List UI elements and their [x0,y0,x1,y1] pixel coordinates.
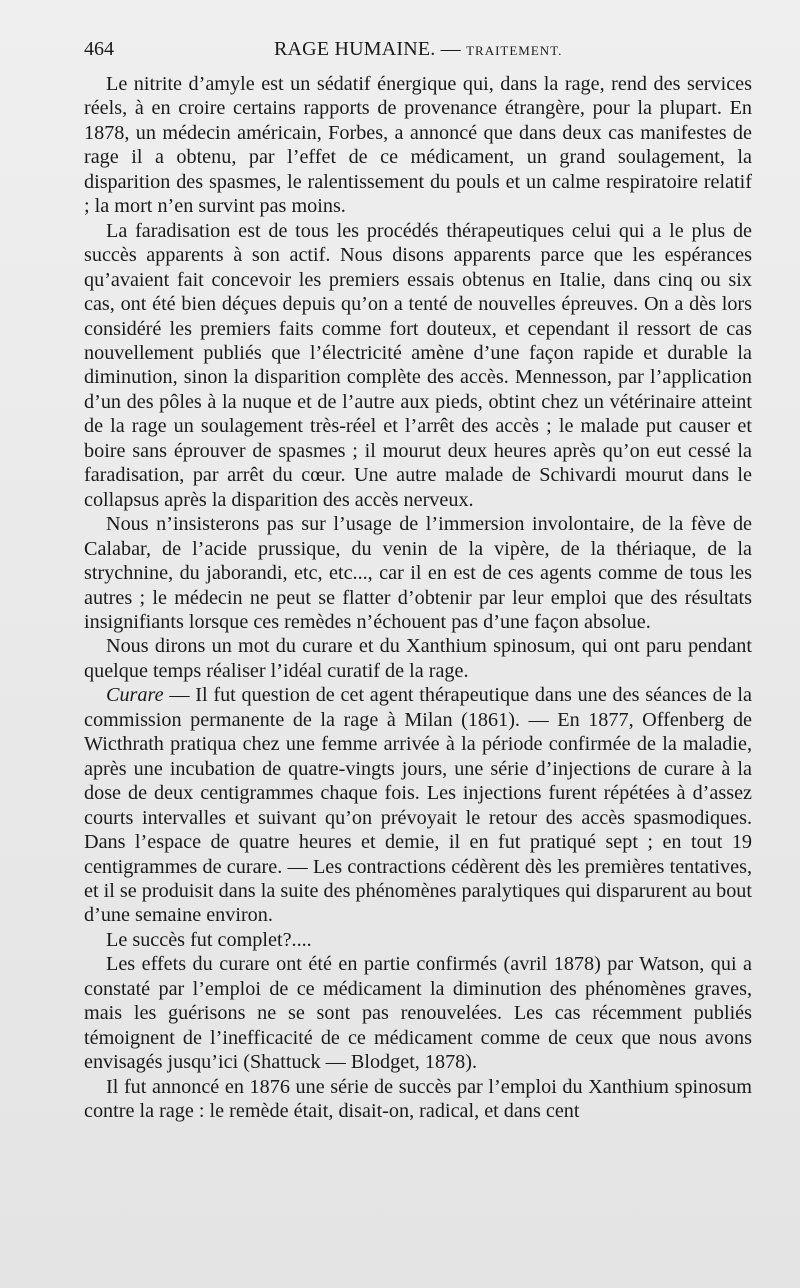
running-head [274,38,562,61]
page-header [84,38,754,68]
paragraph-text: Le nitrite d’amyle est un sédatif énergique qui, dans la rage, rend des services réels, à en croire certains rapports de provenance étrangère, pour la plupart. En 1878, un médecin américain, Forbes, a annoncé que dans deux cas manifestes de rage il a obtenu, par l’effet de ce médicament, un grand soulagement, la disparition des spasmes, le ralentissement du pouls et un calme respiratoire relatif ; la mort n’en survint pas moins. [84,73,752,218]
body-text [84,72,752,1123]
paragraph-curare-xanthium-intro [84,634,752,683]
paragraph-watson [84,952,752,1074]
paragraph-text: — Il fut question de cet agent thérapeutique dans une des séances de la commission permanente de la rage à Milan (1861). — En 1877, Offenberg de Wicthrath pratiqua chez une femme arrivée à la période confirmée de la maladie, après une incubation de quatre-vingts jours, une série d’injections de curare à la dose de deux centigrammes chaque fois. Les injections furent répétées à d’assez courts intervalles et suivant qu’on prévoyait le retour des accès spasmodiques. Dans l’espace de quatre heures et demie, il en fut pratiqué sept ; en tout 19 centigrammes de curare. — Les contractions cédèrent dès les premières tentatives, et il se produisit dans la suite des phénomènes paralytiques qui disparurent au bout d’une semaine environ. [84,684,752,927]
section-lead-curare: Curare [106,684,164,707]
paragraph-other-remedies [84,512,752,634]
paragraph-curare [84,683,752,928]
paragraph-text: La faradisation est de tous les procédés thérapeutiques celui qui a le plus de succès apparents à son actif. Nous disons apparents parce que les espérances qu’avaient fait concevoir les premiers essais obtenus en Italie, dans cinq ou six cas, ont été bien déçues depuis qu’on a tenté de nouvelles épreuves. On a dès lors considéré les premiers faits comme fort douteux, et cependant il ressort de cas nouvellement publiés que l’électricité amène d’une façon rapide et durable la diminution, sinon la disparition complète des accès. Mennesson, par l’application d’un des pôles à la nuque et de l’autre aux pieds, obtint chez un vétérinaire atteint de la rage un soulagement très-réel et l’arrêt des accès ; le malade put causer et boire sans éprouver de spasmes ; il mourut deux heures après qu’on eut cessé la faradisation, par arrêt du cœur. Une autre malade de Schivardi mourut dans le collapsus après la disparition des accès nerveux. [84,219,752,511]
paragraph-faradisation [84,219,752,512]
paragraph-succes [84,928,752,952]
page-number: 464 [84,38,114,60]
paragraph-text: Il fut annoncé en 1876 une série de succès par l’emploi du Xanthium spinosum contre la rage : le remède était, disait-on, radical, et dans cent [84,1075,752,1123]
paragraph-text: Les effets du curare ont été en partie confirmés (avril 1878) par Watson, qui a constaté par l’emploi de ce médicament la diminution des phénomènes graves, mais les guérisons ne se sont pas renouvelées. Les cas récemment publiés témoignent de l’inefficacité de ce médicament comme de ceux que nous avons envisagés jusqu’ici (Shattuck — Blodget, 1878). [84,953,752,1074]
paragraph-text: Nous dirons un mot du curare et du Xanthium spinosum, qui ont paru pendant quelque temps réaliser l’idéal curatif de la rage. [84,635,752,682]
paragraph-text: Le succès fut complet?.... [106,928,312,951]
running-title: RAGE HUMAINE. — [274,38,461,60]
paragraph-xanthium [84,1075,752,1124]
paragraph-nitrite-amyle [84,72,752,219]
running-subtitle: TRAITEMENT. [466,43,563,58]
paragraph-text: Nous n’insisterons pas sur l’usage de l’immersion involontaire, de la fève de Calabar, de l’acide prussique, du venin de la vipère, de la thériaque, de la strychnine, du jaborandi, etc, etc..., car il en est de ces agents comme de tous les autres ; le médecin ne peut se flatter d’obtenir par leur emploi que des résultats insignifiants lorsque ces remèdes n’échouent pas d’une façon absolue. [84,513,752,633]
